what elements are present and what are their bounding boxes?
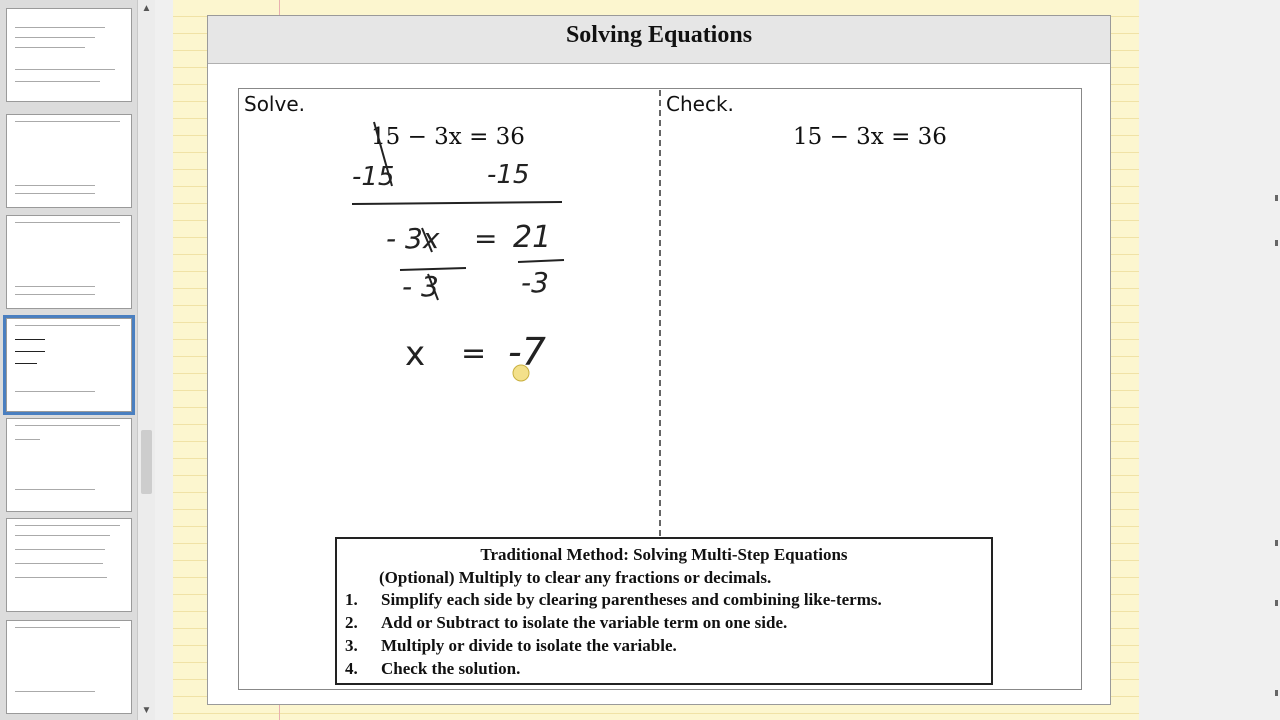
method-step-3-num: 3. [345, 636, 358, 655]
slide-thumbnail-pane [0, 0, 137, 720]
right-blank-area [1139, 0, 1280, 720]
handwritten-subtract-right: -15 [487, 160, 530, 190]
method-step-1: Simplify each side by clearing parentheses and combining like-terms. [381, 590, 882, 609]
handwriting-strokes [208, 16, 1110, 536]
slide-title: Solving Equations [565, 22, 753, 48]
slide-thumbnail-4-current[interactable] [6, 318, 132, 412]
method-step-2-num: 2. [345, 613, 358, 632]
method-steps-box [335, 537, 993, 685]
handwritten-denominator-left: - 3 [402, 270, 439, 303]
method-heading: Traditional Method: Solving Multi-Step Equations [480, 545, 848, 564]
method-step-3: Multiply or divide to isolate the variable. [381, 636, 677, 655]
handwritten-step2-equals: = [474, 222, 498, 255]
slide-thumbnail-7[interactable] [6, 620, 132, 714]
given-equation: 15 − 3x = 36 [371, 124, 525, 150]
slide-thumbnail-3[interactable] [6, 215, 132, 309]
scroll-up-icon[interactable]: ▲ [141, 3, 152, 14]
thumbnail-scrollbar[interactable] [137, 0, 155, 720]
slide-thumbnail-1[interactable] [6, 8, 132, 102]
slide-thumbnail-6[interactable] [6, 518, 132, 612]
method-step-2: Add or Subtract to isolate the variable term on one side. [381, 613, 788, 632]
handwritten-answer-equals: = [461, 336, 487, 371]
method-step-1-num: 1. [345, 590, 358, 609]
handwritten-subtract-left: -15 [352, 162, 395, 192]
handwritten-answer-value: -7 [508, 330, 546, 374]
handwritten-step2-right: 21 [513, 220, 552, 255]
method-step-4: Check the solution. [381, 659, 521, 678]
method-step-4-num: 4. [345, 659, 358, 678]
check-label: Check. [666, 92, 734, 116]
handwritten-denominator-right: -3 [521, 266, 549, 299]
scroll-down-icon[interactable]: ▼ [141, 705, 152, 716]
slide-thumbnail-5[interactable] [6, 418, 132, 512]
handwritten-step2-left: - 3x [386, 222, 440, 255]
solve-label: Solve. [244, 92, 305, 116]
slide-thumbnail-2[interactable] [6, 114, 132, 208]
method-optional-step: (Optional) Multiply to clear any fractions or decimals. [379, 568, 772, 587]
scrollbar-thumb[interactable] [141, 430, 152, 494]
slide-canvas[interactable] [207, 15, 1111, 705]
check-equation: 15 − 3x = 36 [793, 124, 947, 150]
handwritten-answer-x: x [405, 334, 426, 374]
